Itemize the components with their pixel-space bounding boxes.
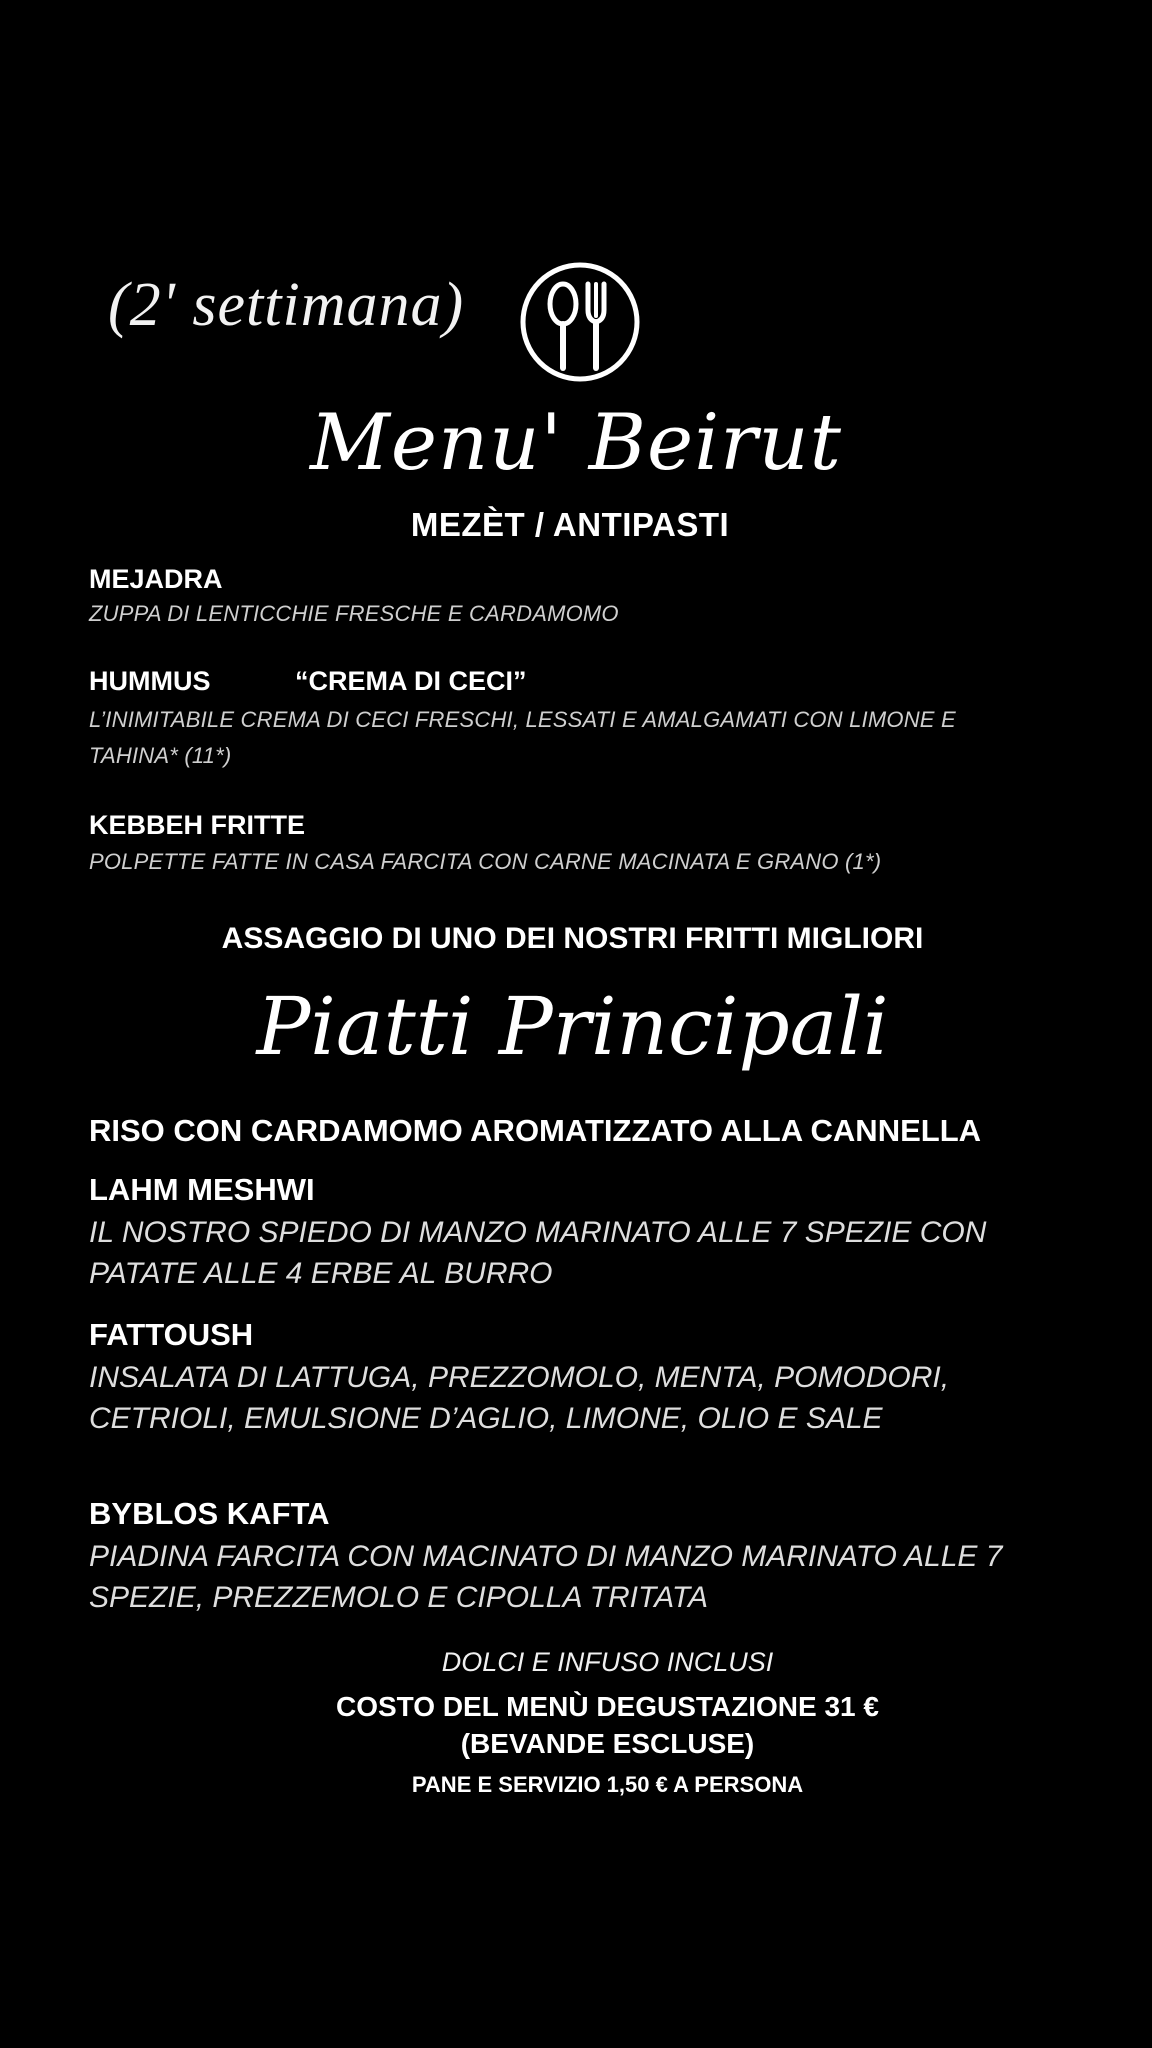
item-desc-fattoush: INSALATA DI LATTUGA, PREZZOMOLO, MENTA, POMODORI, CETRIOLI, EMULSIONE D’AGLIO, LIMONE, OLIO E SALE	[89, 1361, 950, 1435]
item-desc-mejadra: ZUPPA DI LENTICCHIE FRESCHE E CARDAMOMO	[89, 601, 619, 626]
menu-title: Menu' Beirut	[309, 398, 843, 488]
item-desc-kebbeh: POLPETTE FATTE IN CASA FARCITA CON CARNE MACINATA E GRANO (1*)	[89, 849, 882, 874]
spoon-fork-icon	[518, 260, 642, 384]
item-name-fattoush: FATTOUSH	[89, 1317, 254, 1352]
item-name-byblos-kafta: BYBLOS KAFTA	[89, 1496, 330, 1531]
item-desc-lahm-meshwi: IL NOSTRO SPIEDO DI MANZO MARINATO ALLE 7 SPEZIE CON PATATE ALLE 4 ERBE AL BURRO	[89, 1216, 987, 1290]
principali-title: Piatti Principali	[256, 980, 889, 1073]
item-name-mejadra: MEJADRA	[89, 564, 223, 594]
antipasti-title: MEZÈT / ANTIPASTI	[410, 506, 730, 543]
fritti-banner: ASSAGGIO DI UNO DEI NOSTRI FRITTI MIGLIORI	[221, 922, 924, 955]
bread-service-note: PANE E SERVIZIO 1,50 € A PERSONA	[411, 1772, 804, 1797]
included-note: DOLCI E INFUSO INCLUSI	[441, 1647, 774, 1677]
cost-block	[0, 1688, 1152, 1762]
item-desc-byblos-kafta: PIADINA FARCITA CON MACINATO DI MANZO MARINATO ALLE 7 SPEZIE, PREZZEMOLO E CIPOLLA TRITATA	[89, 1540, 1003, 1614]
item-name-lahm-meshwi: LAHM MESHWI	[89, 1172, 315, 1207]
rice-line: RISO CON CARDAMOMO AROMATIZZATO ALLA CANNELLA	[89, 1113, 982, 1148]
item-subtitle-hummus: “CREMA DI CECI”	[295, 666, 527, 696]
item-desc-hummus: L’INIMITABILE CREMA DI CECI FRESCHI, LESSATI E AMALGAMATI CON LIMONE E TAHINA* (11*)	[89, 707, 956, 768]
cost-line-1: COSTO DEL MENÙ DEGUSTAZIONE 31 €	[336, 1691, 879, 1722]
item-name-kebbeh: KEBBEH FRITTE	[89, 810, 305, 840]
week-label: (2' settimana)	[108, 271, 465, 339]
cost-line-2: (BEVANDE ESCLUSE)	[460, 1728, 755, 1759]
item-name-hummus: HUMMUS	[89, 666, 211, 696]
